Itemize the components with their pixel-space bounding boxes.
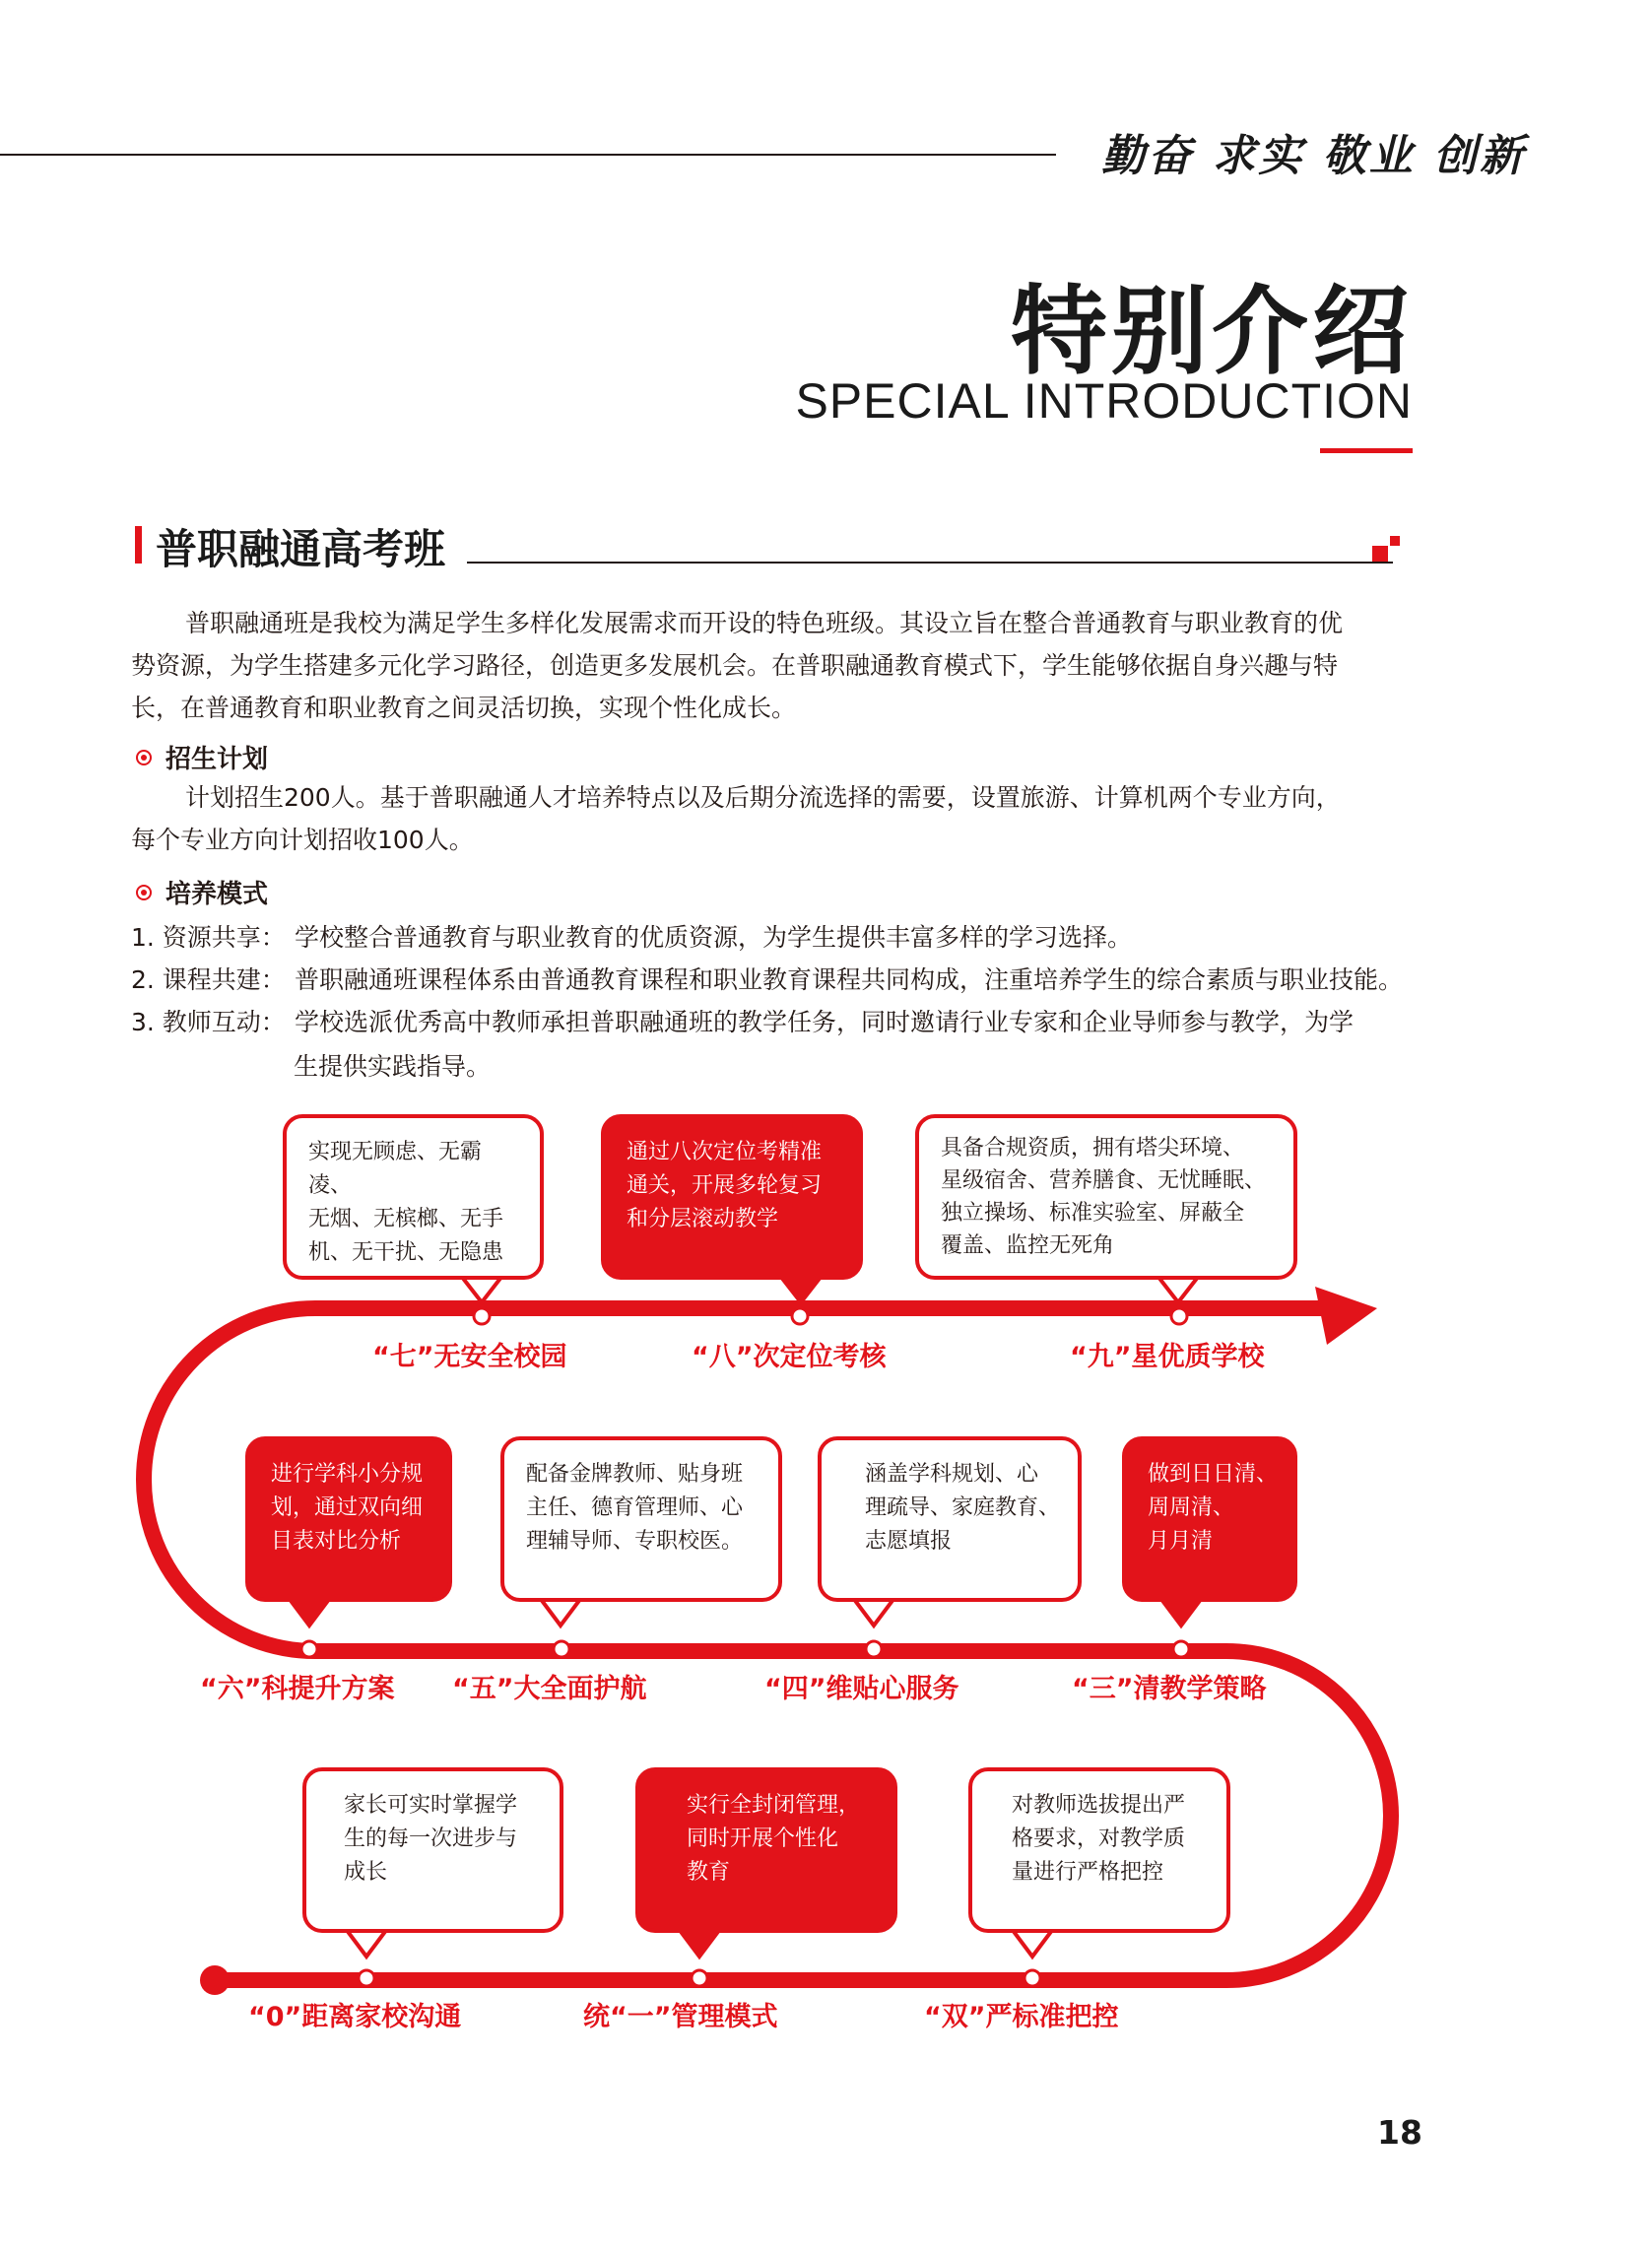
section-title: 普职融通高考班 [156, 525, 446, 573]
callout-tail [461, 1276, 502, 1302]
flow-node [554, 1641, 569, 1657]
callout-home-school [302, 1767, 563, 1933]
mode-item-text: 学校整合普通教育与职业教育的优质资源，为学生提供丰富多样的学习选择。 [295, 923, 1133, 952]
callout-tail [780, 1276, 822, 1302]
mode-item-label: 1. 资源共享： [131, 923, 286, 952]
callout-star-school [915, 1114, 1297, 1280]
callout-text: 配备金牌教师、贴身班 主任、德育管理师、心 理辅导师、专职校医。 [526, 1462, 744, 1554]
callout-tail [679, 1929, 720, 1957]
callout-text: 做到日日清、 周周清、 月月清 [1148, 1462, 1279, 1554]
flow-node [792, 1308, 808, 1324]
callout-tail [853, 1598, 894, 1626]
flow-node [692, 1970, 707, 1986]
flow-node [866, 1641, 882, 1657]
mode-item-label: 3. 教师互动： [131, 1008, 286, 1036]
callout-text: 通过八次定位考精准 通关，开展多轮复习 和分层滚动教学 [627, 1140, 823, 1231]
callout-text: 进行学科小分规 划，通过双向细 目表对比分析 [271, 1462, 424, 1554]
mode-item-text: 普职融通班课程体系由普通教育课程和职业教育课程共同构成，注重培养学生的综合素质与职业技能。 [295, 965, 1404, 994]
callout-text: 家长可实时掌握学 生的每一次进步与 成长 [344, 1793, 518, 1885]
callout-text: 具备合规资质，拥有塔尖环境、 星级宿舍、营养膳食、无忧睡眠、 独立操场、标准实验室、屏蔽全 覆盖、监控无死角 [941, 1136, 1267, 1258]
flow-node [1173, 1641, 1189, 1657]
callout-text: 对教师选拔提出严 格要求，对教学质 量进行严格把控 [1012, 1793, 1186, 1885]
flow-node [301, 1641, 317, 1657]
callout-caring-service [818, 1436, 1082, 1602]
flow-label-position-exam: “八”次定位考核 [692, 1342, 887, 1372]
callout-tail [1160, 1598, 1202, 1626]
callout-text: 实现无顾虑、无霸凌、 无烟、无槟榔、无手 机、无干扰、无隐患 [308, 1140, 504, 1265]
flow-label-strict-standard: “双”严标准把控 [924, 2002, 1119, 2032]
school-motto: 勤奋 求实 敬业 创新 [1101, 131, 1526, 181]
callout-subject-plan [245, 1436, 452, 1602]
flow-label-safe-campus: “七”无安全校园 [372, 1342, 567, 1372]
flow-arrow-icon [1315, 1287, 1377, 1345]
flow-node [359, 1970, 374, 1986]
callout-strict-standard [968, 1767, 1230, 1933]
callout-safe-campus [283, 1114, 544, 1280]
flow-label-unified-management: 统“一”管理模式 [583, 2002, 778, 2032]
flow-label-full-escort: “五”大全面护航 [452, 1674, 647, 1704]
plan-line: 每个专业方向计划招收100人。 [131, 826, 474, 854]
intro-line: 长，在普通教育和职业教育之间灵活切换，实现个性化成长。 [131, 694, 797, 722]
mode-heading-text: 培养模式 [165, 880, 269, 909]
flow-node [474, 1308, 490, 1324]
flow-label-home-school: “0”距离家校沟通 [248, 2002, 462, 2032]
mode-item-3-continued: 生提供实践指导。 [294, 1052, 492, 1081]
page-number: 18 [1377, 2113, 1422, 2152]
callout-full-escort [500, 1436, 782, 1602]
callout-tail [289, 1598, 330, 1626]
flow-label-star-school: “九”星优质学校 [1070, 1342, 1265, 1372]
callout-position-exam [601, 1114, 863, 1280]
mode-item-label: 2. 课程共建： [131, 965, 286, 994]
callout-text: 涵盖学科规划、心 理疏导、家庭教育、 志愿填报 [865, 1462, 1061, 1554]
flow-label-caring-service: “四”维贴心服务 [764, 1674, 959, 1704]
callout-tail [1157, 1276, 1199, 1302]
plan-heading-text: 招生计划 [165, 745, 269, 774]
flow-node [1024, 1970, 1040, 1986]
callout-teaching-strategy [1122, 1436, 1297, 1602]
page-title-cn: 特别介绍 [1010, 276, 1413, 388]
page-title-en: SPECIAL INTRODUCTION [795, 373, 1413, 429]
flow-node [1171, 1308, 1187, 1324]
flow-label-teaching-strategy: “三”清教学策略 [1072, 1674, 1267, 1704]
intro-line: 普职融通班是我校为满足学生多样化发展需求而开设的特色班级。其设立旨在整合普通教育与职业教育的优 [185, 609, 1344, 637]
intro-line: 势资源，为学生搭建多元化学习路径，创造更多发展机会。在普职融通教育模式下，学生能够依据自身兴趣与特 [131, 651, 1339, 680]
mode-item-text: 学校选派优秀高中教师承担普职融通班的教学任务，同时邀请行业专家和企业导师参与教学，为学 [295, 1008, 1355, 1036]
callout-tail [346, 1929, 387, 1957]
callout-tail [540, 1598, 581, 1626]
callout-unified-management [635, 1767, 897, 1933]
flow-label-subject-plan: “六”科提升方案 [200, 1674, 395, 1704]
plan-line: 计划招生200人。基于普职融通人才培养特点以及后期分流选择的需要，设置旅游、计算机两个专业方向， [185, 783, 1341, 812]
callout-tail [1012, 1929, 1053, 1957]
callout-text: 实行全封闭管理， 同时开展个性化 教育 [687, 1793, 861, 1885]
flow-start-dot [200, 1965, 230, 1995]
